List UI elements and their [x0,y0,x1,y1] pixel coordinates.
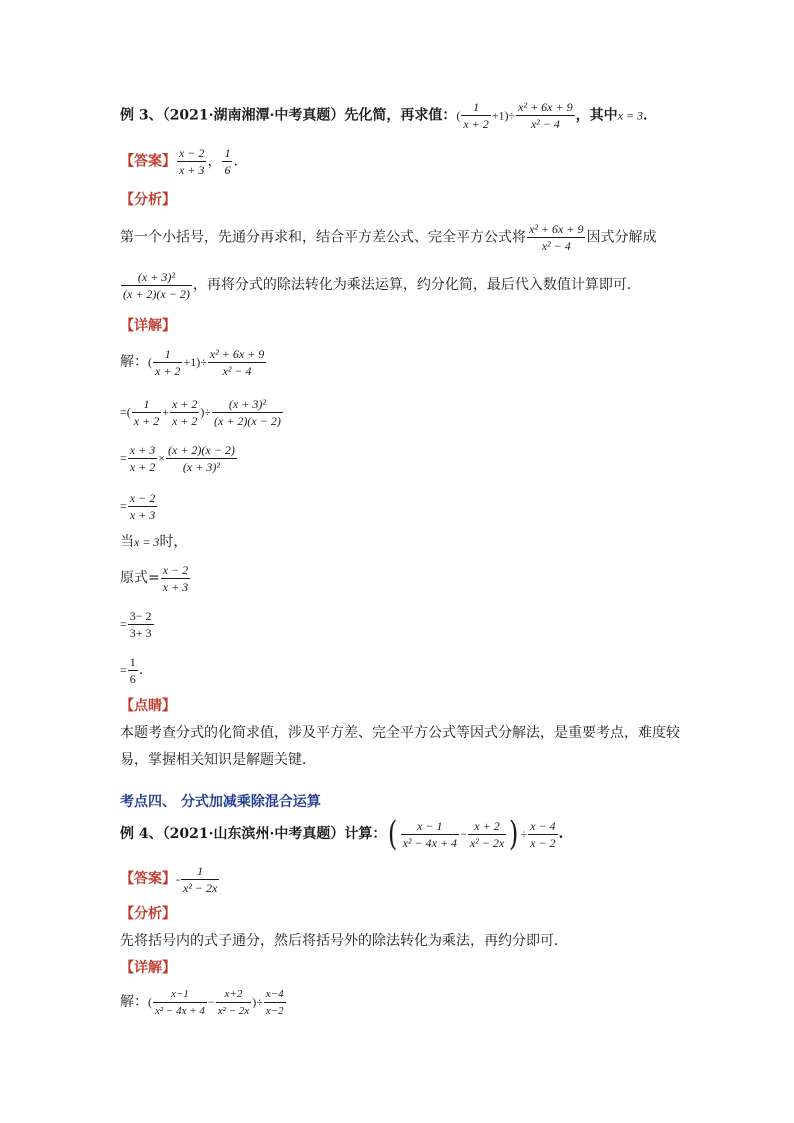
ex3-frac-2: $\frac{\text{x² + 6x + 9}}{\text{x² − 4}}$ [518,100,573,131]
detail-tag: 【详解】 [120,318,176,334]
comment-tag: 【点睛】 [120,698,176,714]
comment-line-2: 易，掌握相关知识是解题关键． [120,752,316,768]
ex3-substitute: = $\frac{3- 2}{3+ 3}$ [120,608,152,640]
ex3-when: 当x = 3时， [120,534,188,550]
ex3-original: 原式= $\frac{x - 2}{x + 3}$ [120,562,189,594]
ex3-source: （2021·湖南湘潭·中考真题） [162,107,345,124]
ex3-frac-1: $\frac{1}{x + 2}$ [463,100,489,131]
ex4-analysis-tag: 【分析】 [120,906,176,922]
ex3-step-4: = $\frac{x - 2}{x + 3}$ [120,490,156,522]
ex3-answer: 【答案】 $\frac{x - 2}{x + 3}$ ， $\frac{1}{6}$ . [120,146,238,177]
analysis-tag: 【分析】 [120,192,176,208]
section-4-title: 考点四、 分式加减乘除混合运算 [120,794,321,810]
analysis-frac-2: $\frac{\text{(x + 3)²}}{(x + 2)(x - 2)}$ [123,269,190,301]
ex3-label: 例 3、 [120,107,163,124]
ex4-analysis: 先将括号内的式子通分，然后将括号外的除法转化为乘法，再约分即可． [120,933,568,949]
ex4-detail-tag: 【详解】 [120,960,176,976]
ex3-step-3: = $\frac{x + 3}{x + 2}$ × $\frac{(x + 2)(x - 2)}{\text{(x + 3)²}}$ [120,442,235,474]
ex3-condition: x = 3 [617,108,644,123]
analysis-frac-1: $\frac{\text{x² + 6x + 9}}{\text{x² − 4}}$ [529,222,584,253]
answer-tag: 【答案】 [120,153,176,170]
ex3-heading: 例 3、（2021·湖南湘潭·中考真题）先化简，再求值：( $\frac{1}{x + 2}$ +1)÷ $\frac{\text{x² + 6x + 9}}{\text{x² − 4}}$ ，其中x = 3． [120,100,658,131]
ex3-analysis-line1: 第一个小括号，先通分再求和，结合平方差公式、完全平方公式将 $\frac{\text{x² + 6x + 9}}{\text{x² − 4}}$ 因式分解成 [120,222,657,253]
ex3-step-2: =( $\frac{1}{x + 2}$ + $\frac{x + 2}{x + 2}$ )÷ $\frac{\text{(x + 3)²}}{(x + 2)(x - 2)}$ [120,396,281,428]
ex3-task: 先化简，再求值： [344,107,457,124]
ex3-step-1: 解：( $\frac{1}{x + 2}$ +1)÷ $\frac{\text{x² + 6x + 9}}{\text{x² − 4}}$ [120,346,265,378]
ex4-heading: 例 4、（2021·山东滨州·中考真题）计算：( $\frac{x - 1}{\text{x² − 4x + 4}}$ − $\frac{x + 2}{\text{x² − 2x}}$ ) ÷ $\frac{x - 4}{x - 2}$ . [120,814,564,854]
comment-line-1: 本题考查分式的化简求值，涉及平方差、完全平方公式等因式分解法，是重要考点，难度较 [120,725,680,741]
ex3-cond-prefix: ，其中 [575,107,618,124]
ex3-result: = $\frac{1}{6}$ . [120,654,144,686]
ex4-solution: 解：( $\frac{x-1}{\text{x² − 4x + 4}}$ − $\frac{x+2}{\text{x² − 2x}}$ )÷ $\frac{x-4}{x-2}$ [120,987,284,1017]
answer-frac: $\frac{x - 2}{x + 3}$ [179,146,205,177]
answer-frac-2: $\frac{1}{6}$ [224,146,231,177]
ex3-analysis-line2: $\frac{\text{(x + 3)²}}{(x + 2)(x - 2)}$ ，再将分式的除法转化为乘法运算，约分化简，最后代入数值计算即可． [123,269,641,301]
ex4-answer: 【答案】- $\frac{1}{\text{x² − 2x}}$ [120,863,218,895]
